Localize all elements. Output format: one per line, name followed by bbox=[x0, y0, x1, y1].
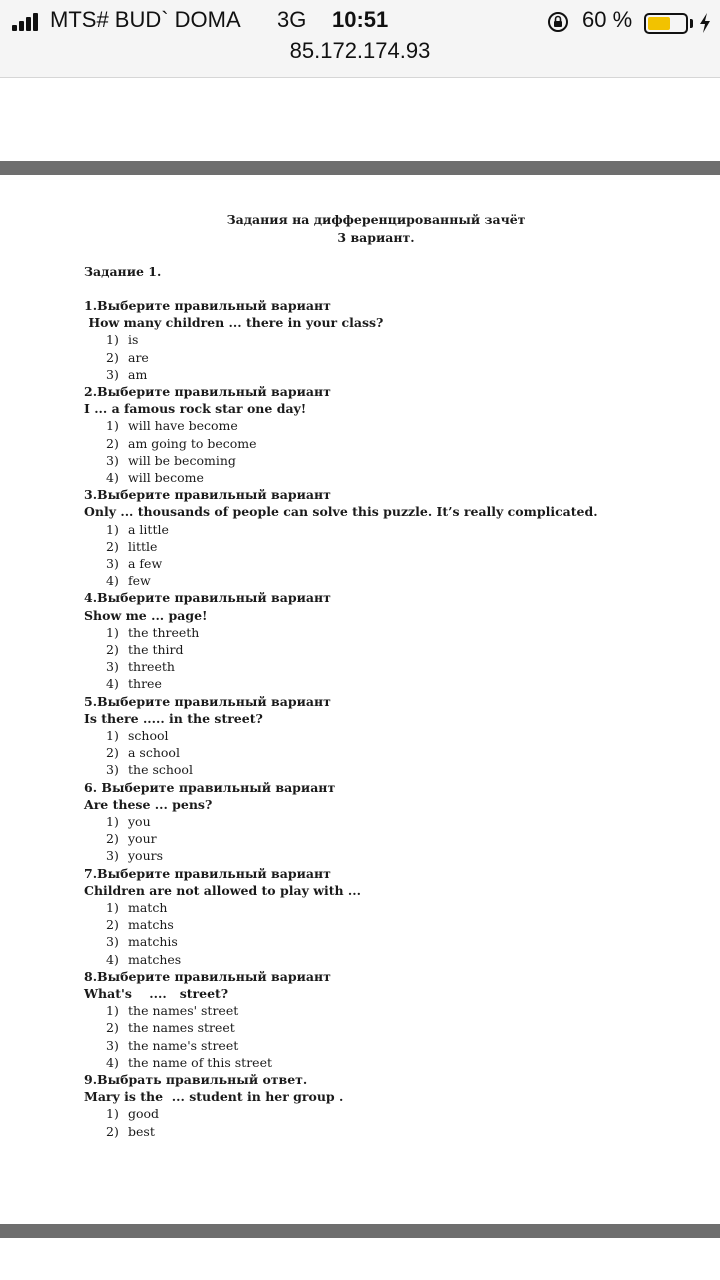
answer-option bbox=[106, 350, 149, 365]
option-label: three bbox=[128, 676, 162, 692]
answer-option bbox=[106, 1020, 235, 1035]
answer-option bbox=[106, 418, 238, 433]
answer-option bbox=[106, 917, 174, 932]
option-label: matchs bbox=[128, 917, 174, 933]
option-number: 4) bbox=[106, 951, 119, 967]
answer-option bbox=[106, 573, 151, 588]
answer-option bbox=[106, 728, 169, 743]
option-number: 2) bbox=[106, 435, 119, 451]
answer-option bbox=[106, 1106, 159, 1121]
option-label: best bbox=[128, 1123, 155, 1139]
page-separator bbox=[0, 1224, 720, 1238]
question-heading: 8.Выберите правильный вариант bbox=[84, 968, 331, 984]
option-number: 2) bbox=[106, 1123, 119, 1139]
option-label: are bbox=[128, 349, 149, 365]
answer-option bbox=[106, 745, 180, 760]
option-label: you bbox=[128, 814, 151, 829]
option-label: the names' street bbox=[128, 1003, 239, 1019]
answer-option bbox=[106, 831, 157, 846]
option-number: 1) bbox=[106, 521, 119, 537]
document-variant: 3 вариант. bbox=[337, 230, 415, 245]
answer-option bbox=[106, 539, 157, 554]
option-label: will become bbox=[128, 470, 204, 485]
task-heading: Задание 1. bbox=[84, 264, 162, 279]
signal-strength-icon bbox=[12, 13, 42, 31]
answer-option bbox=[106, 762, 193, 777]
battery-percent: 60 % bbox=[582, 7, 633, 32]
option-number: 3) bbox=[106, 366, 119, 382]
battery-level bbox=[648, 17, 670, 30]
option-label: school bbox=[128, 728, 169, 743]
option-label: the school bbox=[128, 762, 193, 778]
answer-option bbox=[106, 556, 162, 571]
option-number: 2) bbox=[106, 642, 119, 657]
battery-icon bbox=[644, 13, 688, 34]
question-heading: 1.Выберите правильный вариант bbox=[84, 298, 331, 313]
question-text: Children are not allowed to play with ... bbox=[84, 882, 361, 898]
option-number: 4) bbox=[106, 1054, 119, 1070]
question-text: What's .... street? bbox=[84, 986, 229, 1001]
answer-option bbox=[106, 1038, 238, 1053]
option-label: is bbox=[128, 332, 139, 348]
option-label: your bbox=[128, 831, 157, 847]
option-label: a few bbox=[128, 556, 163, 571]
document-title: Задания на дифференцированный зачёт bbox=[226, 212, 526, 227]
answer-option bbox=[106, 436, 257, 451]
option-number: 2) bbox=[106, 745, 119, 761]
option-label: a little bbox=[128, 521, 169, 537]
answer-option bbox=[106, 900, 167, 915]
answer-option bbox=[106, 934, 178, 949]
option-label: the name of this street bbox=[128, 1054, 272, 1070]
option-label: a school bbox=[128, 745, 180, 761]
answer-option bbox=[106, 952, 181, 967]
question-text: How many children ... there in your class? bbox=[84, 315, 384, 331]
option-number: 1) bbox=[106, 624, 119, 640]
option-number: 1) bbox=[106, 1106, 119, 1122]
option-number: 1) bbox=[106, 1003, 119, 1019]
option-label: threeth bbox=[128, 659, 175, 675]
question-heading: 3.Выберите правильный вариант bbox=[84, 487, 331, 503]
option-number: 2) bbox=[106, 538, 119, 554]
option-label: little bbox=[128, 538, 158, 554]
option-number: 4) bbox=[106, 470, 119, 485]
option-number: 3) bbox=[106, 934, 119, 950]
option-label: the name's street bbox=[128, 1037, 239, 1053]
option-number: 1) bbox=[106, 900, 119, 915]
question-text: Are these ... pens? bbox=[84, 796, 213, 812]
answer-option bbox=[106, 659, 175, 674]
answer-option bbox=[106, 453, 236, 468]
option-label: will have become bbox=[128, 418, 238, 434]
answer-option bbox=[106, 332, 138, 347]
option-label: match bbox=[128, 900, 168, 915]
option-number: 1) bbox=[106, 418, 119, 434]
option-number: 1) bbox=[106, 814, 119, 829]
question-text: Mary is the ... student in her group . bbox=[84, 1089, 344, 1105]
answer-option bbox=[106, 1124, 155, 1139]
option-number: 1) bbox=[106, 728, 119, 743]
option-number: 3) bbox=[106, 452, 119, 468]
option-number: 3) bbox=[106, 659, 119, 675]
option-number: 3) bbox=[106, 848, 119, 864]
page-separator bbox=[0, 161, 720, 175]
option-number: 3) bbox=[106, 762, 119, 778]
answer-option bbox=[106, 522, 169, 537]
option-number: 2) bbox=[106, 917, 119, 933]
orientation-lock-icon bbox=[547, 11, 569, 33]
option-number: 4) bbox=[106, 676, 119, 692]
answer-option bbox=[106, 367, 147, 382]
option-label: the threeth bbox=[128, 624, 200, 640]
clock: 10:51 bbox=[332, 7, 389, 32]
option-label: matches bbox=[128, 951, 182, 967]
question-heading: 7.Выберите правильный вариант bbox=[84, 865, 331, 881]
battery-terminal bbox=[690, 19, 693, 28]
option-label: the third bbox=[128, 642, 184, 657]
answer-option bbox=[106, 470, 204, 485]
question-text: I ... a famous rock star one day! bbox=[84, 401, 307, 417]
answer-option bbox=[106, 814, 151, 829]
option-number: 2) bbox=[106, 831, 119, 847]
answer-option bbox=[106, 1003, 238, 1018]
option-label: matchis bbox=[128, 934, 178, 950]
option-number: 2) bbox=[106, 1020, 119, 1036]
answer-option bbox=[106, 848, 163, 863]
option-label: will be becoming bbox=[128, 452, 236, 468]
question-heading: 5.Выберите правильный вариант bbox=[84, 693, 331, 709]
option-label: good bbox=[128, 1106, 160, 1122]
answer-option bbox=[106, 642, 184, 657]
question-heading: 6. Выберите правильный вариант bbox=[84, 779, 336, 795]
address-bar-url[interactable]: 85.172.174.93 bbox=[289, 38, 431, 63]
question-heading: 2.Выберите правильный вариант bbox=[84, 384, 331, 399]
question-heading: 9.Выбрать правильный ответ. bbox=[84, 1072, 308, 1087]
option-label: few bbox=[128, 573, 151, 589]
option-label: yours bbox=[128, 848, 164, 864]
question-text: Is there ..... in the street? bbox=[84, 710, 263, 726]
question-text: Only ... thousands of people can solve this puzzle. It’s really complicated. bbox=[84, 504, 598, 520]
option-number: 1) bbox=[106, 332, 119, 348]
question-heading: 4.Выберите правильный вариант bbox=[84, 590, 331, 606]
answer-option bbox=[106, 676, 162, 691]
option-number: 4) bbox=[106, 573, 119, 589]
network-type: 3G bbox=[277, 7, 307, 32]
option-label: am going to become bbox=[128, 435, 257, 451]
charging-bolt-icon bbox=[698, 12, 712, 34]
option-number: 2) bbox=[106, 349, 119, 365]
option-label: am bbox=[128, 366, 148, 382]
carrier-name: MTS# BUD` DOMA bbox=[50, 7, 241, 32]
option-label: the names street bbox=[128, 1020, 235, 1036]
question-text: Show me ... page! bbox=[84, 607, 208, 623]
answer-option bbox=[106, 625, 199, 640]
answer-option bbox=[106, 1055, 272, 1070]
option-number: 3) bbox=[106, 556, 119, 571]
status-bar bbox=[0, 0, 720, 78]
option-number: 3) bbox=[106, 1037, 119, 1053]
